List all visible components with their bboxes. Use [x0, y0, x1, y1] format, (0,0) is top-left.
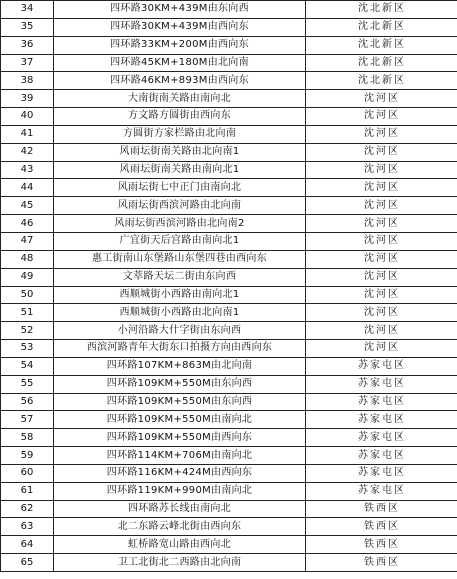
- district-cell: 铁西区: [306, 500, 457, 518]
- table-row: [1, 393, 457, 411]
- district-cell: 沈河区: [306, 197, 457, 215]
- location-cell: 文萃路天坛二街由东向西: [54, 268, 306, 286]
- row-number-cell: 53: [1, 340, 54, 358]
- table-row: [1, 268, 457, 286]
- location-cell: 惠工街南山东堡路山东堡四巷由西向东: [54, 250, 306, 268]
- location-cell: 方圆街方家栏路由北向南: [54, 125, 306, 143]
- table-row: [1, 518, 457, 536]
- row-number-cell: 57: [1, 411, 54, 429]
- district-cell: 苏家屯区: [306, 411, 457, 429]
- location-cell: 四环路45KM+180M由北向南: [54, 54, 306, 72]
- district-cell: 苏家屯区: [306, 393, 457, 411]
- table-row: [1, 108, 457, 126]
- row-number-cell: 63: [1, 518, 54, 536]
- table-row: [1, 500, 457, 518]
- table-body: [1, 1, 457, 572]
- table-row: [1, 447, 457, 465]
- row-number-cell: 64: [1, 536, 54, 554]
- table-row: [1, 90, 457, 108]
- district-cell: 沈北新区: [306, 72, 457, 90]
- row-number-cell: 38: [1, 72, 54, 90]
- row-number-cell: 50: [1, 286, 54, 304]
- row-number-cell: 47: [1, 232, 54, 250]
- district-cell: 沈河区: [306, 143, 457, 161]
- table-row: [1, 36, 457, 54]
- row-number-cell: 37: [1, 54, 54, 72]
- location-cell: 方文路方圆街由西向东: [54, 108, 306, 126]
- row-number-cell: 39: [1, 90, 54, 108]
- location-cell: 小河沿路大什字街由东向西: [54, 322, 306, 340]
- location-cell: 大南街南关路由南向北: [54, 90, 306, 108]
- row-number-cell: 65: [1, 554, 54, 572]
- location-cell: 四环路119KM+990M由南向北: [54, 482, 306, 500]
- table-row: [1, 357, 457, 375]
- location-cell: 四环路109KM+550M由南向北: [54, 411, 306, 429]
- district-cell: 沈河区: [306, 340, 457, 358]
- row-number-cell: 34: [1, 1, 54, 19]
- row-number-cell: 36: [1, 36, 54, 54]
- table-row: [1, 411, 457, 429]
- district-cell: 苏家屯区: [306, 464, 457, 482]
- location-cell: 四环路33KM+200M由西向东: [54, 36, 306, 54]
- row-number-cell: 46: [1, 215, 54, 233]
- location-cell: 四环路30KM+439M由东向西: [54, 1, 306, 19]
- district-cell: 苏家屯区: [306, 357, 457, 375]
- location-cell: 西滨河路青年大街东口拍摄方向由西向东: [54, 340, 306, 358]
- location-cell: 四环路109KM+550M由西向东: [54, 429, 306, 447]
- table-row: [1, 536, 457, 554]
- table-row: [1, 161, 457, 179]
- location-cell: 四环路107KM+863M由北向南: [54, 357, 306, 375]
- row-number-cell: 60: [1, 464, 54, 482]
- district-cell: 苏家屯区: [306, 375, 457, 393]
- district-cell: 沈北新区: [306, 36, 457, 54]
- table-row: [1, 72, 457, 90]
- location-cell: 风雨坛街西滨河路由北向南2: [54, 215, 306, 233]
- row-number-cell: 62: [1, 500, 54, 518]
- location-cell: 风雨坛街西滨河路由北向南: [54, 197, 306, 215]
- row-number-cell: 58: [1, 429, 54, 447]
- location-cell: 卫工北街北二西路由北向南: [54, 554, 306, 572]
- district-cell: 沈河区: [306, 179, 457, 197]
- location-cell: 四环路苏长线由南向北: [54, 500, 306, 518]
- location-cell: 四环路109KM+550M由东向西: [54, 375, 306, 393]
- table-row: [1, 179, 457, 197]
- table-row: [1, 304, 457, 322]
- district-cell: 苏家屯区: [306, 429, 457, 447]
- row-number-cell: 40: [1, 108, 54, 126]
- table-row: [1, 286, 457, 304]
- district-cell: 沈河区: [306, 161, 457, 179]
- row-number-cell: 43: [1, 161, 54, 179]
- district-cell: 沈北新区: [306, 18, 457, 36]
- district-cell: 沈河区: [306, 286, 457, 304]
- table-row: [1, 143, 457, 161]
- table-row: [1, 429, 457, 447]
- location-cell: 风雨坛街南关路由南向北1: [54, 161, 306, 179]
- row-number-cell: 49: [1, 268, 54, 286]
- location-cell: 广宜街天后宫路由南向北1: [54, 232, 306, 250]
- table-row: [1, 1, 457, 19]
- district-cell: 沈河区: [306, 232, 457, 250]
- table-row: [1, 464, 457, 482]
- row-number-cell: 48: [1, 250, 54, 268]
- location-cell: 四环路114KM+706M由南向北: [54, 447, 306, 465]
- table-row: [1, 54, 457, 72]
- table-row: [1, 482, 457, 500]
- district-cell: 苏家屯区: [306, 482, 457, 500]
- table-row: [1, 375, 457, 393]
- table-row: [1, 340, 457, 358]
- district-cell: 铁西区: [306, 554, 457, 572]
- table-row: [1, 18, 457, 36]
- table-row: [1, 554, 457, 572]
- location-cell: 西顺城街小西路由南向北1: [54, 286, 306, 304]
- location-cell: 风雨坛街南关路由北向南1: [54, 143, 306, 161]
- location-cell: 虹桥路宽山路由西向北: [54, 536, 306, 554]
- location-cell: 四环路30KM+439M由西向东: [54, 18, 306, 36]
- row-number-cell: 54: [1, 357, 54, 375]
- row-number-cell: 45: [1, 197, 54, 215]
- table-row: [1, 232, 457, 250]
- location-cell: 四环路46KM+893M由西向东: [54, 72, 306, 90]
- row-number-cell: 52: [1, 322, 54, 340]
- district-cell: 沈河区: [306, 322, 457, 340]
- location-cell: 四环路109KM+550M由东向西: [54, 393, 306, 411]
- district-cell: 沈河区: [306, 215, 457, 233]
- table-row: [1, 250, 457, 268]
- location-cell: 四环路116KM+424M由西向东: [54, 464, 306, 482]
- district-cell: 苏家屯区: [306, 447, 457, 465]
- location-cell: 北二东路云峰北街由西向东: [54, 518, 306, 536]
- district-cell: 沈河区: [306, 250, 457, 268]
- row-number-cell: 35: [1, 18, 54, 36]
- row-number-cell: 61: [1, 482, 54, 500]
- row-number-cell: 55: [1, 375, 54, 393]
- row-number-cell: 51: [1, 304, 54, 322]
- row-number-cell: 44: [1, 179, 54, 197]
- district-cell: 铁西区: [306, 536, 457, 554]
- district-cell: 沈河区: [306, 304, 457, 322]
- row-number-cell: 56: [1, 393, 54, 411]
- district-cell: 沈河区: [306, 90, 457, 108]
- row-number-cell: 42: [1, 143, 54, 161]
- table-row: [1, 322, 457, 340]
- district-cell: 铁西区: [306, 518, 457, 536]
- location-cell: 风雨坛街七中正门由南向北: [54, 179, 306, 197]
- district-cell: 沈北新区: [306, 1, 457, 19]
- district-cell: 沈河区: [306, 268, 457, 286]
- row-number-cell: 41: [1, 125, 54, 143]
- district-cell: 沈河区: [306, 125, 457, 143]
- table-row: [1, 197, 457, 215]
- location-cell: 西顺城街小西路由北向南1: [54, 304, 306, 322]
- district-cell: 沈河区: [306, 108, 457, 126]
- table-row: [1, 125, 457, 143]
- row-number-cell: 59: [1, 447, 54, 465]
- district-cell: 沈北新区: [306, 54, 457, 72]
- table-row: [1, 215, 457, 233]
